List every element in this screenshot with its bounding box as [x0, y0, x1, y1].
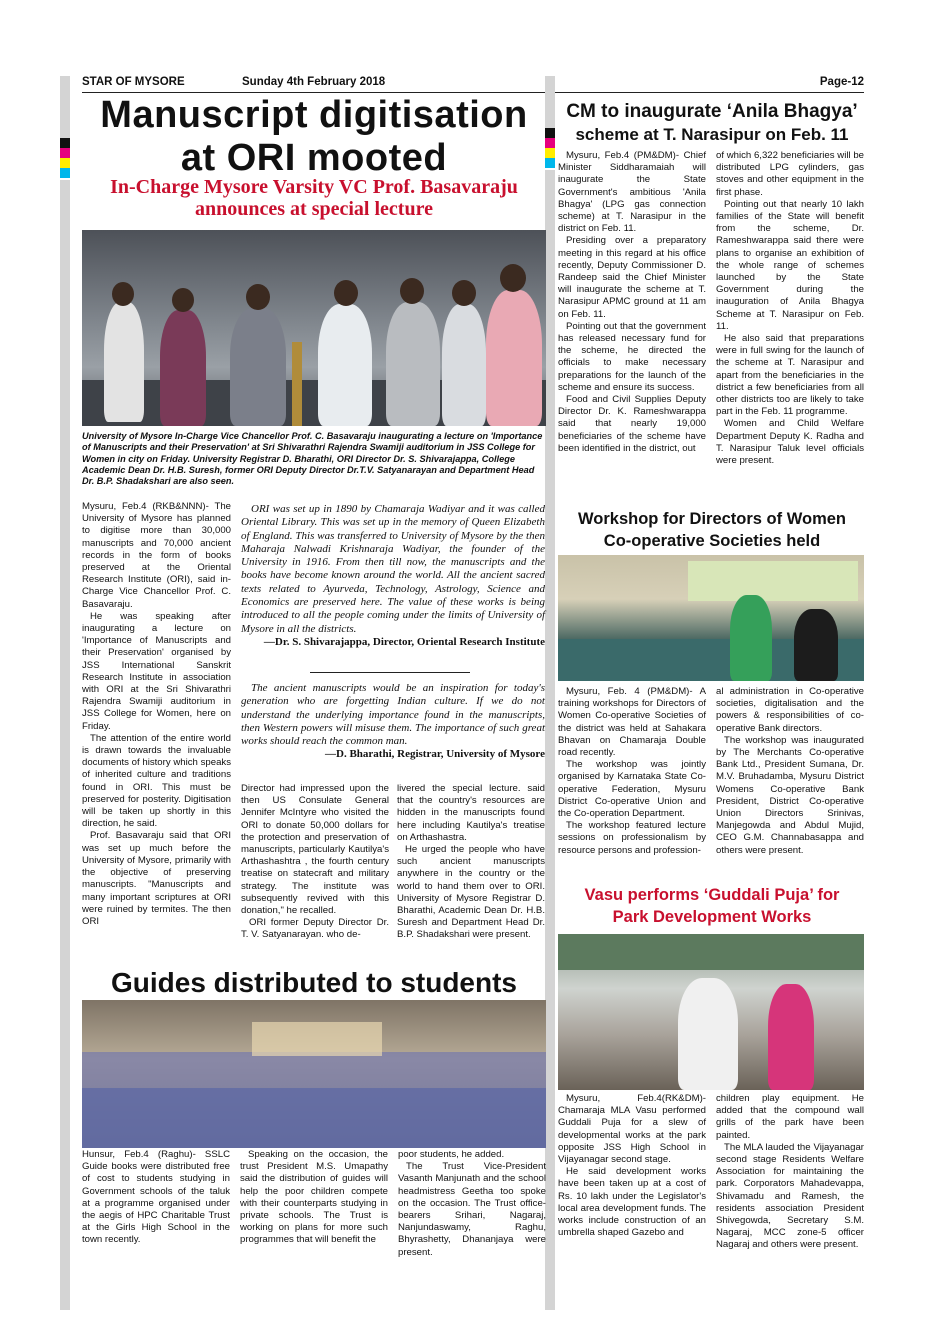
- issue-date: Sunday 4th February 2018: [242, 76, 386, 88]
- story4-headline: [557, 508, 867, 552]
- paragraph: Mysuru, Feb.4(RK&DM)- Chamaraja MLA Vasu performed Guddali Puja for a slew of developmental works at the park opposite JSS High School in Vijayanagar second stage.: [558, 1093, 706, 1166]
- story4-column-1: [558, 686, 706, 857]
- margin-bar: [60, 180, 70, 1310]
- paragraph: He also said that preparations were in full swing for the launch of the scheme at T. Narasipur and apart from the beneficiaries in the district a few beneficiaries from all other districts too are likely to take part in the Feb. 11 programme.: [716, 333, 864, 418]
- paragraph: Pointing out that the government has released necessary fund for the scheme, he directed the officials to make necessary preparations for the launch of the scheme and ensure its success.: [558, 320, 706, 393]
- quote-text: The ancient manuscripts would be an inspiration for today's generation who are forgetting Indian culture. If we do not understand the underlying importance found in the manuscripts, then Western powers will misuse them. The importance of such great works should reach the common man.: [241, 682, 545, 748]
- paragraph: The MLA lauded the Vijayanagar second stage Residents Welfare Association for maintaining the park. Corporators Mahadevappa, Shivamadu and Ramesh, the residents association President Shivegowda, Secretary S.M. Nagaraj, MCC zone-5 officer Nagaraj and others were present.: [716, 1141, 864, 1251]
- paragraph: poor students, he added.: [398, 1149, 505, 1160]
- quote-text: ORI was set up in 1890 by Chamaraja Wadiyar and it was called Oriental Library. This was set up in the memory of Queen Elizabeth of England. This was transferred to University of Mysore by the then Maharaja Nalwadi Krishnaraja Wadiyar, the founder of the University in 1916. From then till now, the manuscripts and the books have become known around the world. All the ancient sacred texts related to Ayurveda, Technology, Astrology, Science and Economics are preserved here. The value of these works is being introduced to all the people coming under the limits of University of Mysore in all the districts.: [241, 503, 545, 635]
- story3-headline-2: scheme at T. Narasipur on Feb. 11: [575, 125, 849, 144]
- paragraph: Speaking on the occasion, the trust President M.S. Umapathy said the distribution of guides will help the poor children compete with their counterparts studying in private schools. The Trust is working on plans for more such programmes that will benefit the: [240, 1149, 388, 1246]
- story2-column-2: [240, 1149, 388, 1247]
- paragraph: He was speaking after inaugurating a lecture on 'Importance of Manuscripts and their Preservation' organised by JSS International Sanskrit Research Institute in association with ORI at the Sri Shivarathri Rajendra Swamiji auditorium in JSS College for Women, here on Friday.: [82, 610, 231, 732]
- margin-bar: [545, 170, 555, 1310]
- story1-headline: [80, 94, 548, 180]
- paragraph: livered the special lecture. said that the country's resources are hidden in the manuscripts found here including Kautilya's treatise on Arthashastra.: [397, 783, 545, 843]
- story2-headline: Guides distributed to students: [110, 967, 517, 998]
- paragraph: ORI former Deputy Director Dr. T. V. Satyanarayan. who de-: [241, 917, 389, 941]
- story4-photo: [558, 555, 864, 681]
- paragraph: The attention of the entire world is drawn towards the invaluable documents of history which speaks of inherited culture and traditions found in ORI. This must be preserved for posterity. Digitisation will be taken up shortly in this direction, he said.: [82, 732, 231, 830]
- paragraph: The workshop was jointly organised by Karnataka State Co-operative Federation, Mysuru District Co-operative Union and the Co-operation Department.: [558, 759, 706, 820]
- quote-shivarajappa: [241, 503, 545, 649]
- story3-headline: CM to inaugurate ‘Anila Bhagya’: [566, 101, 858, 122]
- paragraph: Prof. Basavaraju said that ORI was set up much before the University of Mysore, primarily with the objective of preserving manuscripts. "Manuscripts and many important scriptures at ORI were ruined by termites. The then ORI: [82, 830, 231, 927]
- story2-photo: [82, 1000, 546, 1148]
- paragraph: Pointing out that nearly 10 lakh families of the State will benefit from the scheme, Dr. Rameshwarappa said there were plans to organise an exhibition of the whole range of schemes launched by the State Government during the inauguration of Anila Bhagya Scheme at T. Narasipur on Feb. 11.: [716, 198, 864, 332]
- paragraph: Mysuru, Feb. 4 (PM&DM)- A training workshops for Directors of Women Co-operative Societies of the district was held at Sahakara Bhavan on Chamaraja Double road recently.: [558, 686, 706, 759]
- paragraph: He said development works have been taken up at a cost of Rs. 10 lakh under the Legislator's local area development funds. The works include construction of an umbrella shaped Gazebo and: [558, 1166, 706, 1239]
- story4-column-2: [716, 686, 864, 857]
- paragraph: Mysuru, Feb.4 (RKB&NNN)- The University of Mysore has planned to digitise more than 30,000 manuscripts and 70,000 ancient records in the form of books preserved at the Oriental Research Institute (ORI), said in-Charge Vice Chancellor Prof. C. Basavaraju.: [82, 501, 231, 610]
- page-header: [82, 76, 864, 93]
- story5-column-1: [558, 1093, 706, 1239]
- paragraph: The workshop featured lecture sessions on professionalism by resource persons and profession-: [558, 820, 706, 856]
- story2-column-3: [398, 1149, 546, 1259]
- headline-line: Manuscript digitisation: [100, 94, 528, 136]
- paragraph: children play equipment. He added that the compound wall grills of the park have been painted.: [716, 1093, 864, 1141]
- quote-attribution: —D. Bharathi, Registrar, University of Mysore: [325, 748, 545, 761]
- paragraph: of which 6,322 beneficiaries will be distributed LPG cylinders, gas stoves and other equipment in the first phase.: [716, 150, 864, 198]
- paragraph: He urged the people who have such ancient manuscripts anywhere in the country or the world to hand them over to ORI. University of Mysore Registrar D. Bharathi, Academic Dean Dr. H.B. Suresh and Department Head Dr. B.P. Shadakshari were present.: [397, 844, 545, 941]
- story1-column-3: [397, 783, 545, 942]
- margin-bar: [60, 76, 70, 138]
- paragraph: The Trust Vice-President Vasanth Manjunath and the school headmistress Geetha too spoke on the occasion. The Trust office-bearers Srihari, Nagaraj, Nanjundaswamy, Raghu, Bhyrashetty, Dhananjaya were present.: [398, 1161, 546, 1258]
- subhead-line: In-Charge Mysore Varsity VC Prof. Basavaraju: [110, 176, 518, 198]
- headline-line: Workshop for Directors of Women: [578, 510, 846, 528]
- page-number: Page-12: [819, 76, 864, 88]
- headline-line: Park Development Works: [612, 908, 812, 926]
- headline-line: at ORI mooted: [180, 137, 448, 179]
- story5-headline: [557, 884, 867, 928]
- quote-bharathi: [241, 682, 545, 762]
- story1-subhead: [80, 176, 548, 220]
- paragraph: The workshop was inaugurated by The Merchants Co-operative Bank Ltd., President Sumana, Dr. M.V. Bruhadamba, Mysuru District Womens Co-operative Bank President, District Co-operative Union Directors Srinivas, Manjegowda and Abdul Mujid, CEO G.M. Channabasappa and others were present.: [716, 734, 864, 856]
- story1-photo: [82, 230, 546, 426]
- story3-column-2: [716, 150, 864, 467]
- story1-caption: University of Mysore In-Charge Vice Chancellor Prof. C. Basavaraju inaugurating a lecture on 'Importance of Manuscripts and their Preservation' at Sri Shivarathri Rajendra Swamiji auditorium in JSS College for Women in city on Friday. University Registrar D. Bharathi, ORI Director Dr. S. Shivarajappa, College Academic Dean Dr. H.B. Suresh, former ORI Deputy Director Dr.T.V. Satyanarayan and Department Head Dr. B.P. Shadakshari are also seen.: [82, 431, 543, 487]
- story5-photo: [558, 934, 864, 1090]
- quote-attribution: —Dr. S. Shivarajappa, Director, Oriental Research Institute: [263, 635, 545, 648]
- paragraph: al administration in Co-operative societies, digitalisation and the powers & responsibilities of co-operative Bank directors.: [716, 686, 864, 734]
- registration-mark: [60, 138, 70, 178]
- paragraph: Director had impressed upon the then US Consulate General Jennifer McIntyre who visited the ORI to donate 50,000 dollars for the protection and preservation of manuscripts, particularly Kautilya's Arthashashtra , the fourth century treatise on statecraft and military strategy. The institute was subsequently revived with this donation," he recalled.: [241, 783, 389, 917]
- subhead-line: announces at special lecture: [195, 198, 433, 220]
- paragraph: Food and Civil Supplies Deputy Director Dr. K. Rameshwarappa said that nearly 19,000 beneficiaries of the scheme have been identified in the district, out: [558, 394, 706, 454]
- story3-column-1: [558, 150, 706, 455]
- paragraph: Hunsur, Feb.4 (Raghu)- SSLC Guide books were distributed free of cost to students studying in Government schools of the taluk at a programme organised under the aegis of HPC Charitable Trust at the Girls High School in the town recently.: [82, 1149, 230, 1246]
- divider: [310, 672, 470, 673]
- story1-column-2: [241, 783, 389, 942]
- paragraph: Women and Child Welfare Department Deputy K. Radha and T. Narasipur Taluk level officials were present.: [716, 418, 864, 467]
- headline-line: Vasu performs ‘Guddali Puja’ for: [584, 886, 840, 904]
- paragraph: Mysuru, Feb.4 (PM&DM)- Chief Minister Siddharamaiah will inaugurate the State Government's ambitious 'Anila Bhagya' (LPG gas connection scheme) at T. Narasipur in the district on Feb. 11.: [558, 150, 706, 235]
- story2-column-1: [82, 1149, 230, 1247]
- headline-line: Co-operative Societies held: [603, 532, 821, 550]
- story5-column-2: [716, 1093, 864, 1252]
- paragraph: Presiding over a preparatory meeting in this regard at his office recently, Deputy Commissioner D. Randeep said the Chief Minister will inaugurate the scheme at T. Narasipur APMC ground at 11 am on Feb. 11.: [558, 235, 706, 320]
- story1-column-1: [82, 501, 231, 928]
- newspaper-name: STAR OF MYSORE: [82, 76, 185, 88]
